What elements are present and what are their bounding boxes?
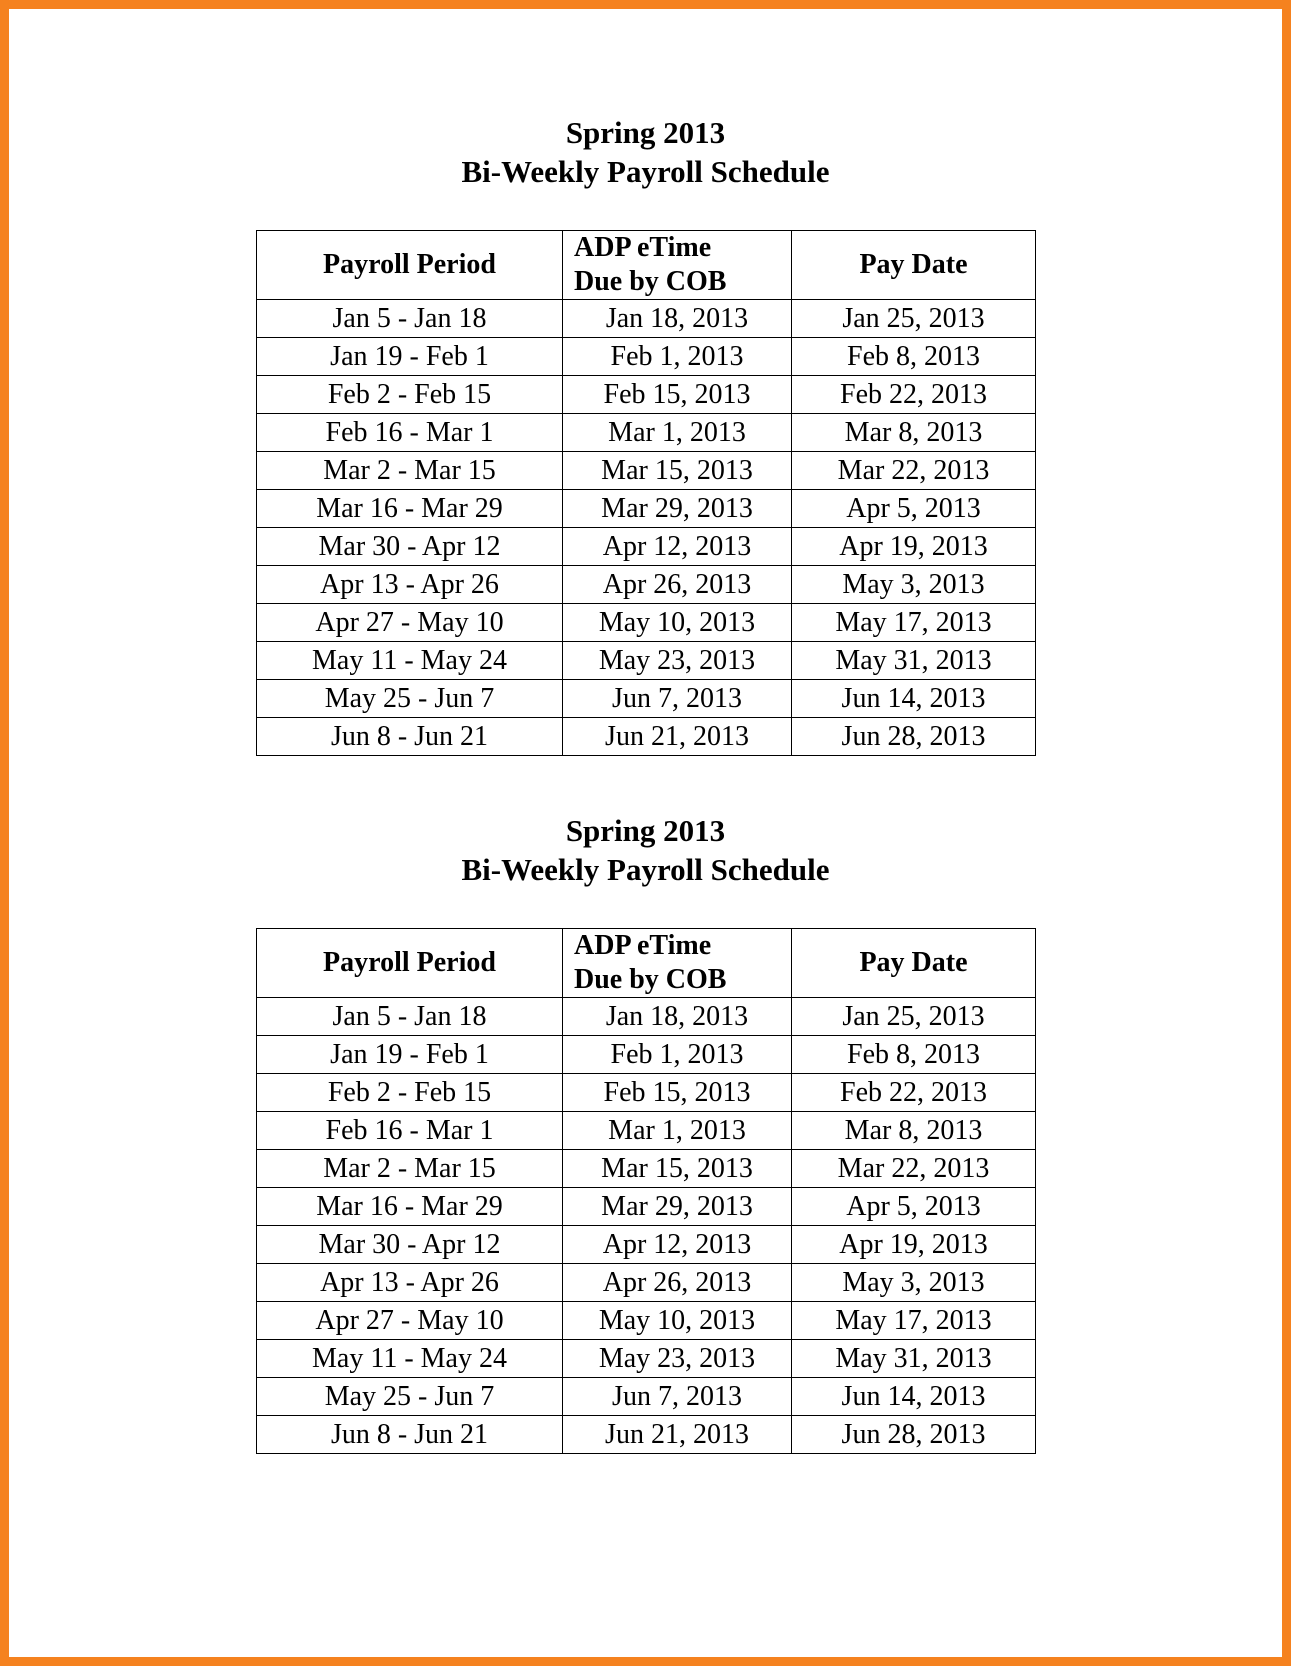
payroll-period-cell: Mar 30 - Apr 12: [257, 1226, 563, 1264]
adp-due-cell: Mar 15, 2013: [563, 452, 792, 490]
table-row: [257, 604, 1036, 642]
payroll-period-cell: Jan 5 - Jan 18: [257, 300, 563, 338]
pay-date-cell: Mar 8, 2013: [792, 1112, 1036, 1150]
pay-date-cell: Jan 25, 2013: [792, 300, 1036, 338]
adp-due-cell: May 10, 2013: [563, 1302, 792, 1340]
payroll-table: [256, 928, 1036, 1454]
header-payroll-period: Payroll Period: [257, 231, 563, 300]
adp-due-cell: Jun 7, 2013: [563, 680, 792, 718]
adp-due-cell: Jun 7, 2013: [563, 1378, 792, 1416]
header-pay-date: Pay Date: [792, 231, 1036, 300]
adp-due-cell: Feb 15, 2013: [563, 1074, 792, 1112]
payroll-period-cell: May 25 - Jun 7: [257, 1378, 563, 1416]
payroll-period-cell: May 11 - May 24: [257, 1340, 563, 1378]
schedule-title: [9, 811, 1282, 889]
table-row: [257, 1150, 1036, 1188]
pay-date-cell: May 17, 2013: [792, 604, 1036, 642]
pay-date-cell: Apr 5, 2013: [792, 490, 1036, 528]
payroll-period-cell: Apr 13 - Apr 26: [257, 1264, 563, 1302]
pay-date-cell: May 3, 2013: [792, 566, 1036, 604]
adp-due-cell: Jan 18, 2013: [563, 998, 792, 1036]
pay-date-cell: Jun 28, 2013: [792, 718, 1036, 756]
pay-date-cell: May 31, 2013: [792, 642, 1036, 680]
adp-due-cell: Mar 29, 2013: [563, 1188, 792, 1226]
payroll-period-cell: Apr 27 - May 10: [257, 604, 563, 642]
pay-date-cell: Mar 22, 2013: [792, 1150, 1036, 1188]
table-row: [257, 300, 1036, 338]
payroll-schedule-2: [9, 811, 1282, 1450]
payroll-schedule-1: [9, 113, 1282, 752]
payroll-table: [256, 230, 1036, 756]
adp-due-cell: Feb 1, 2013: [563, 1036, 792, 1074]
title-line-2: Bi-Weekly Payroll Schedule: [461, 852, 830, 887]
title-line-1: Spring 2013: [565, 813, 726, 848]
adp-due-cell: Jan 18, 2013: [563, 300, 792, 338]
adp-due-cell: Feb 1, 2013: [563, 338, 792, 376]
pay-date-cell: May 31, 2013: [792, 1340, 1036, 1378]
payroll-period-cell: Jan 19 - Feb 1: [257, 1036, 563, 1074]
payroll-period-cell: Jun 8 - Jun 21: [257, 1416, 563, 1454]
table-row: [257, 642, 1036, 680]
table-row: [257, 566, 1036, 604]
adp-due-cell: May 23, 2013: [563, 642, 792, 680]
payroll-period-cell: Feb 2 - Feb 15: [257, 1074, 563, 1112]
adp-due-cell: Apr 26, 2013: [563, 566, 792, 604]
pay-date-cell: May 17, 2013: [792, 1302, 1036, 1340]
table-row: [257, 1302, 1036, 1340]
pay-date-cell: Feb 22, 2013: [792, 376, 1036, 414]
header-adp-line-1: ADP eTime: [574, 930, 712, 961]
pay-date-cell: Jun 14, 2013: [792, 1378, 1036, 1416]
payroll-period-cell: Mar 2 - Mar 15: [257, 1150, 563, 1188]
pay-date-cell: May 3, 2013: [792, 1264, 1036, 1302]
pay-date-cell: Apr 5, 2013: [792, 1188, 1036, 1226]
adp-due-cell: Mar 29, 2013: [563, 490, 792, 528]
adp-due-cell: Apr 12, 2013: [563, 528, 792, 566]
table-row: [257, 1226, 1036, 1264]
payroll-period-cell: Mar 30 - Apr 12: [257, 528, 563, 566]
header-adp-etime: [563, 231, 792, 300]
payroll-period-cell: Feb 16 - Mar 1: [257, 1112, 563, 1150]
table-header-row: [257, 929, 1036, 998]
table-row: [257, 1036, 1036, 1074]
table-row: [257, 338, 1036, 376]
payroll-period-cell: Feb 2 - Feb 15: [257, 376, 563, 414]
pay-date-cell: Feb 8, 2013: [792, 338, 1036, 376]
payroll-period-cell: Jun 8 - Jun 21: [257, 718, 563, 756]
table-row: [257, 414, 1036, 452]
pay-date-cell: Jun 14, 2013: [792, 680, 1036, 718]
adp-due-cell: Apr 12, 2013: [563, 1226, 792, 1264]
schedule-title: [9, 113, 1282, 191]
header-adp-line-2: Due by COB: [574, 266, 727, 297]
pay-date-cell: Jun 28, 2013: [792, 1416, 1036, 1454]
pay-date-cell: Mar 22, 2013: [792, 452, 1036, 490]
table-row: [257, 1188, 1036, 1226]
header-pay-date: Pay Date: [792, 929, 1036, 998]
pay-date-cell: Mar 8, 2013: [792, 414, 1036, 452]
title-line-1: Spring 2013: [565, 115, 726, 150]
adp-due-cell: Jun 21, 2013: [563, 1416, 792, 1454]
adp-due-cell: Mar 1, 2013: [563, 1112, 792, 1150]
header-adp-line-1: ADP eTime: [574, 232, 712, 263]
payroll-period-cell: Mar 16 - Mar 29: [257, 1188, 563, 1226]
pay-date-cell: Apr 19, 2013: [792, 1226, 1036, 1264]
payroll-period-cell: Mar 2 - Mar 15: [257, 452, 563, 490]
table-row: [257, 1416, 1036, 1454]
payroll-period-cell: Jan 5 - Jan 18: [257, 998, 563, 1036]
table-row: [257, 1264, 1036, 1302]
payroll-period-cell: Apr 27 - May 10: [257, 1302, 563, 1340]
table-header-row: [257, 231, 1036, 300]
payroll-period-cell: Mar 16 - Mar 29: [257, 490, 563, 528]
pay-date-cell: Apr 19, 2013: [792, 528, 1036, 566]
pay-date-cell: Feb 8, 2013: [792, 1036, 1036, 1074]
header-adp-line-2: Due by COB: [574, 964, 727, 995]
table-row: [257, 452, 1036, 490]
adp-due-cell: Apr 26, 2013: [563, 1264, 792, 1302]
payroll-period-cell: May 11 - May 24: [257, 642, 563, 680]
table-row: [257, 998, 1036, 1036]
header-payroll-period: Payroll Period: [257, 929, 563, 998]
adp-due-cell: May 23, 2013: [563, 1340, 792, 1378]
title-line-2: Bi-Weekly Payroll Schedule: [461, 154, 830, 189]
adp-due-cell: May 10, 2013: [563, 604, 792, 642]
table-row: [257, 1340, 1036, 1378]
payroll-period-cell: Jan 19 - Feb 1: [257, 338, 563, 376]
table-row: [257, 376, 1036, 414]
pay-date-cell: Jan 25, 2013: [792, 998, 1036, 1036]
pay-date-cell: Feb 22, 2013: [792, 1074, 1036, 1112]
table-row: [257, 680, 1036, 718]
adp-due-cell: Mar 1, 2013: [563, 414, 792, 452]
adp-due-cell: Jun 21, 2013: [563, 718, 792, 756]
payroll-period-cell: May 25 - Jun 7: [257, 680, 563, 718]
table-row: [257, 490, 1036, 528]
table-row: [257, 1074, 1036, 1112]
table-row: [257, 528, 1036, 566]
table-row: [257, 1378, 1036, 1416]
table-row: [257, 718, 1036, 756]
payroll-period-cell: Apr 13 - Apr 26: [257, 566, 563, 604]
adp-due-cell: Feb 15, 2013: [563, 376, 792, 414]
adp-due-cell: Mar 15, 2013: [563, 1150, 792, 1188]
table-row: [257, 1112, 1036, 1150]
header-adp-etime: [563, 929, 792, 998]
payroll-period-cell: Feb 16 - Mar 1: [257, 414, 563, 452]
